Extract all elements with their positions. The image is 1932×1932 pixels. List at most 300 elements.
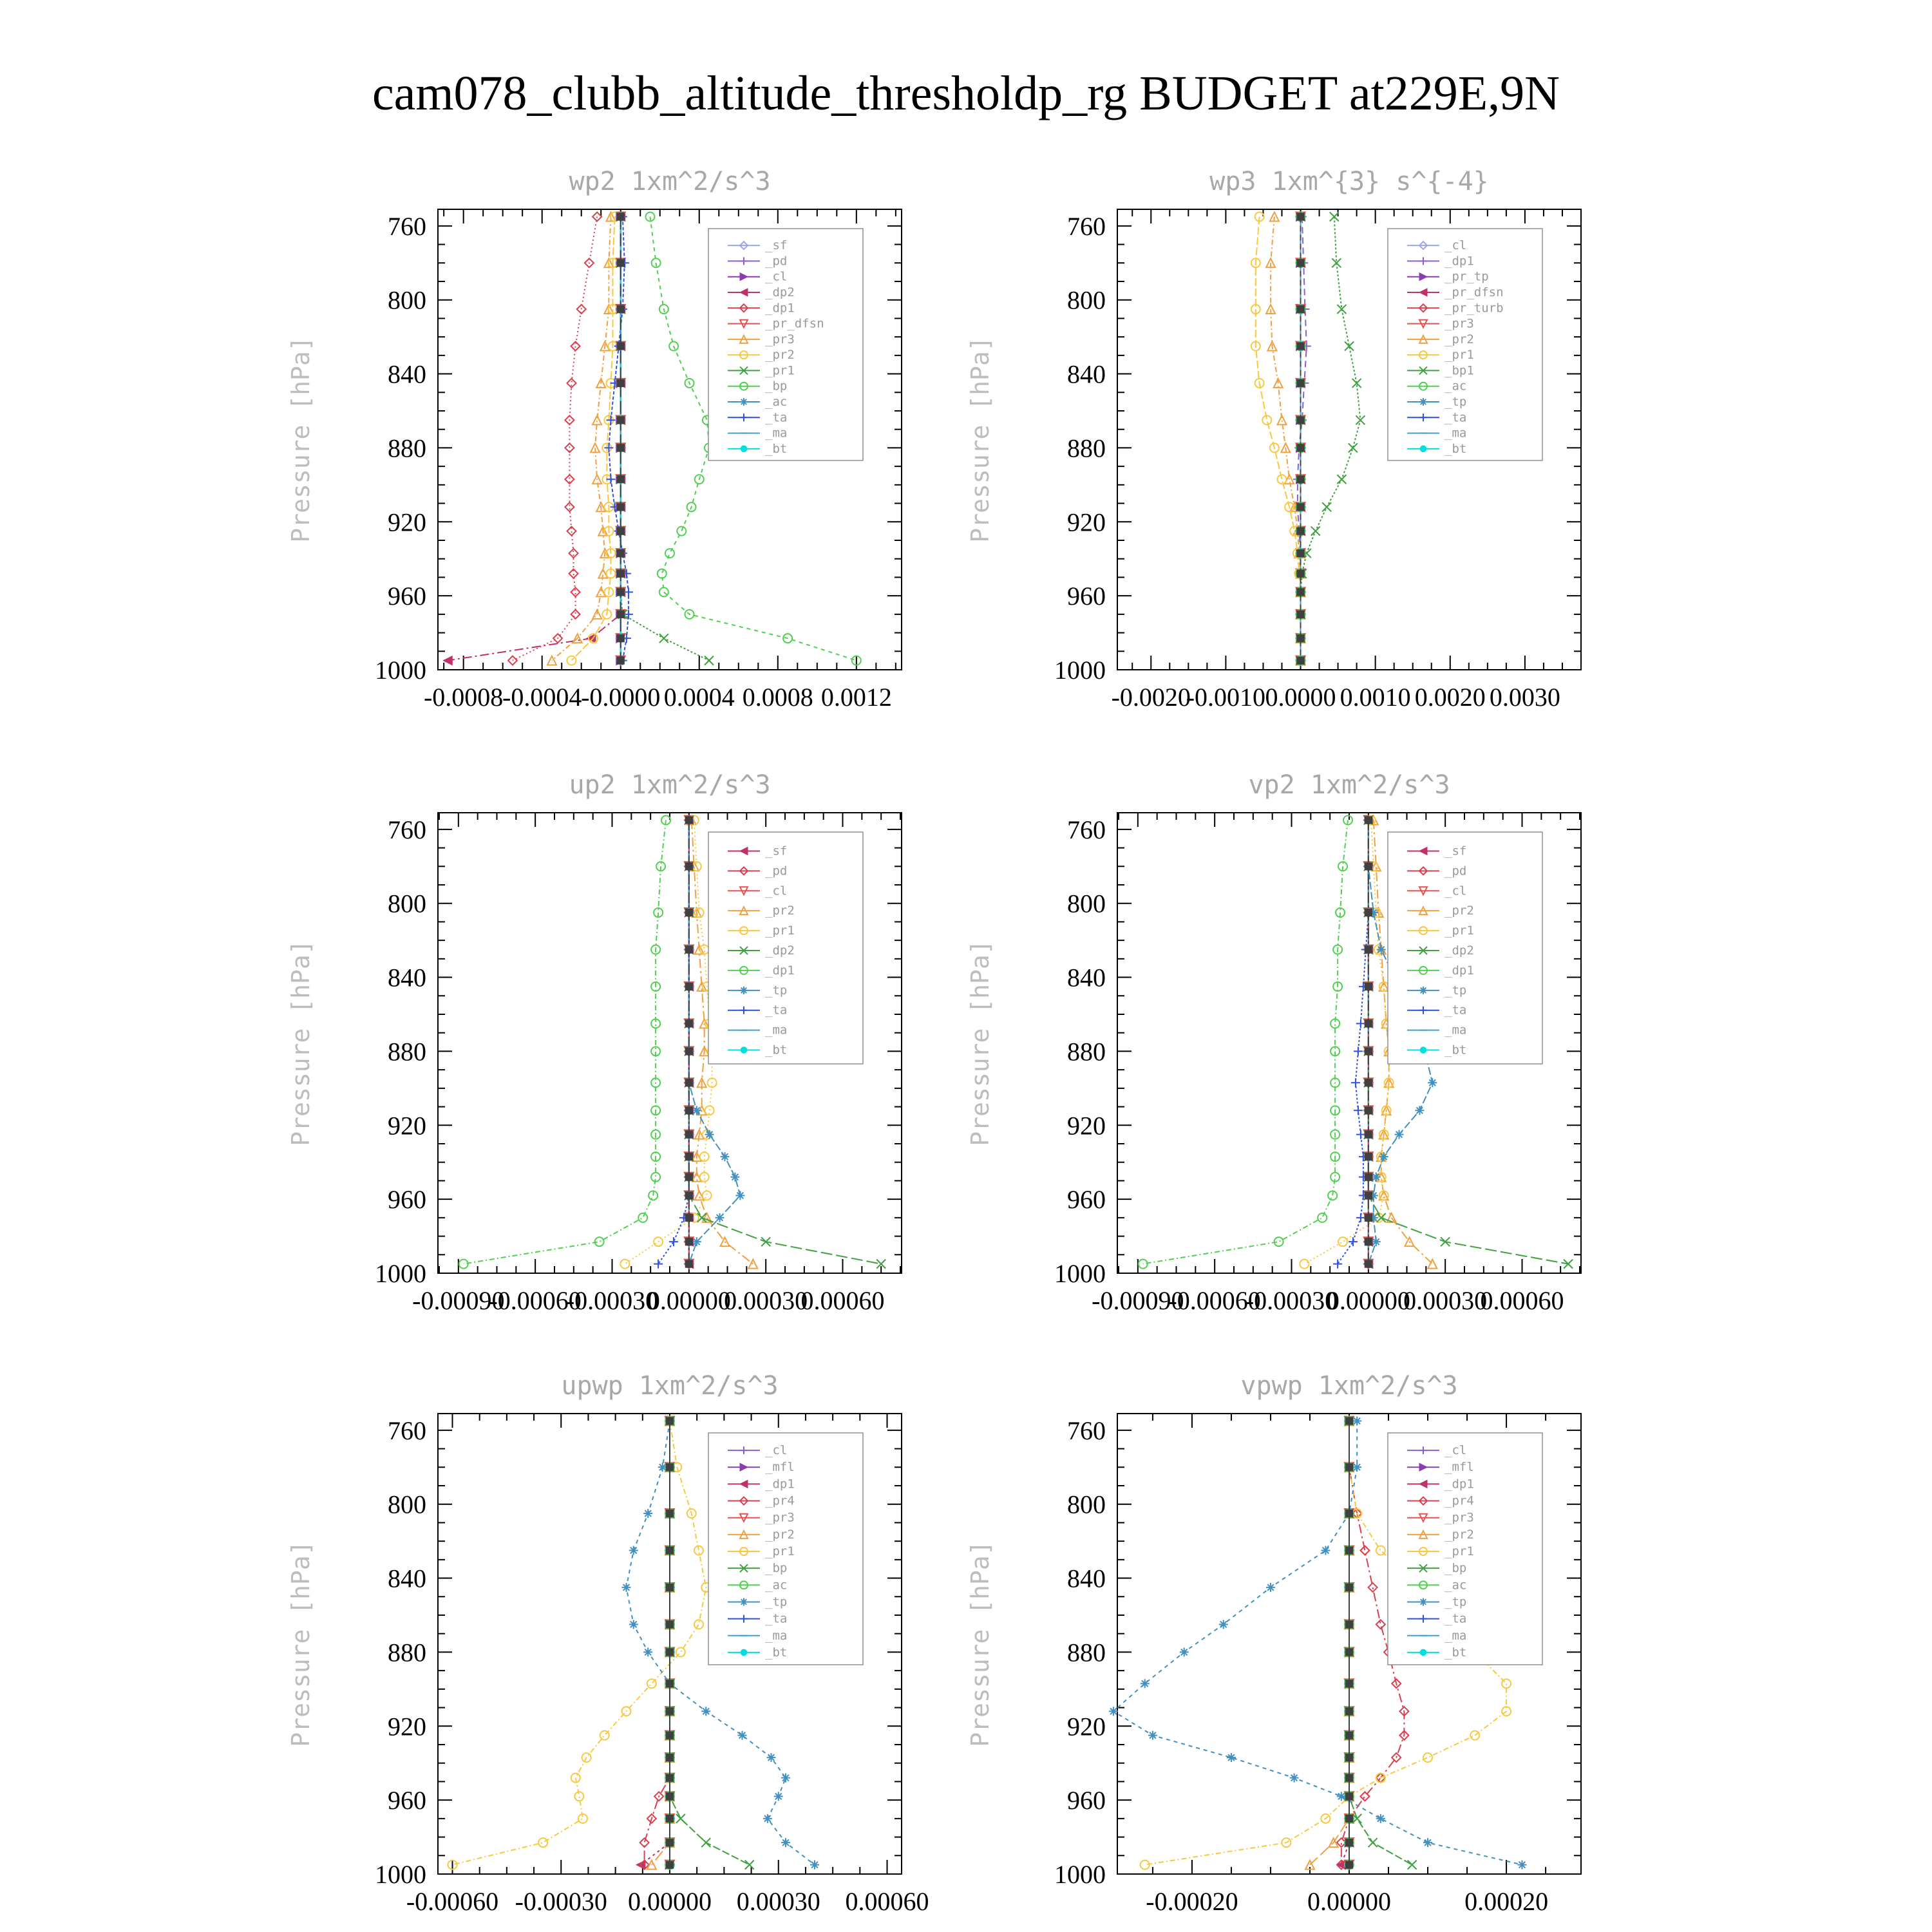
legend-label: _ma — [765, 426, 788, 440]
series-point — [1502, 1679, 1511, 1688]
legend-label: _bp — [765, 379, 788, 393]
series-point — [685, 1107, 692, 1114]
chart-panel-4 — [966, 770, 1581, 1315]
legend-label: _pr3 — [765, 332, 795, 346]
series-point — [692, 1106, 701, 1115]
series-point — [1365, 1260, 1372, 1267]
y-tick-label: 920 — [388, 507, 426, 537]
y-tick-label: 800 — [1067, 1490, 1106, 1519]
series-point — [1345, 1708, 1352, 1715]
series-point — [600, 1731, 609, 1740]
series-point — [1219, 1620, 1228, 1629]
series-point — [1365, 1238, 1372, 1245]
x-tick-label: -0.0008 — [423, 683, 504, 712]
series-point — [685, 1260, 692, 1267]
series-point — [617, 305, 624, 312]
x-tick-label: -0.00030 — [1245, 1286, 1338, 1315]
y-axis-label: Pressure [hPa] — [287, 1540, 315, 1747]
series-point — [701, 1838, 710, 1847]
series-point — [1345, 1417, 1352, 1425]
legend-label: _bp — [765, 1561, 788, 1576]
legend-marker — [1419, 987, 1427, 994]
series-point — [685, 909, 692, 916]
x-tick-label: -0.00030 — [565, 1286, 659, 1315]
series-point — [1365, 983, 1372, 990]
series-point — [685, 1214, 692, 1221]
series-point — [685, 863, 692, 870]
series-point — [569, 549, 578, 558]
series-point — [666, 1547, 673, 1554]
y-tick-label: 880 — [388, 1037, 426, 1066]
series-point — [1365, 1153, 1372, 1160]
series-point — [1322, 502, 1331, 511]
y-tick-label: 840 — [388, 359, 426, 389]
series-point — [685, 1192, 692, 1199]
series-point — [1338, 1237, 1347, 1246]
series-point — [1311, 527, 1320, 536]
series-point — [685, 1048, 692, 1055]
x-tick-label: 0.00030 — [736, 1887, 820, 1916]
series-point — [685, 1020, 692, 1027]
panel-title: upwp 1xm^2/s^3 — [561, 1371, 779, 1401]
y-tick-label: 840 — [1067, 963, 1106, 992]
series-point — [1337, 1792, 1346, 1801]
series-point — [638, 1213, 647, 1222]
y-axis-label: Pressure [hPa] — [966, 336, 994, 543]
series-point — [1365, 1173, 1372, 1180]
legend-label: _ma — [1444, 1023, 1467, 1037]
series-point — [1297, 305, 1304, 312]
legend-label: _pr4 — [765, 1493, 795, 1508]
chart-panel-2 — [966, 167, 1581, 712]
chart-panel-1 — [287, 167, 902, 712]
series-point — [666, 1621, 673, 1628]
legend-label: _bp — [1444, 1561, 1467, 1576]
series-point — [1354, 1106, 1363, 1115]
series-point — [666, 1861, 673, 1868]
series-line-ta — [658, 820, 689, 1264]
series-point — [617, 589, 624, 596]
series-point — [715, 1213, 724, 1222]
panel-title: wp3 1xm^{3} s^{-4} — [1209, 167, 1489, 196]
x-tick-label: 0.0004 — [663, 683, 735, 712]
series-point — [1376, 1546, 1385, 1555]
series-point — [1376, 1620, 1385, 1629]
y-tick-label: 960 — [388, 1185, 426, 1215]
figure-title: cam078_clubb_altitude_thresholdp_rg BUDGET at229E,9N — [372, 66, 1560, 120]
x-tick-label: -0.00020 — [1146, 1887, 1238, 1916]
series-point — [592, 610, 601, 619]
legend-label: _ac — [765, 395, 788, 409]
legend-label: _pr3 — [1444, 1510, 1474, 1525]
x-tick-label: 0.0000 — [1265, 683, 1336, 712]
series-point — [748, 1260, 757, 1269]
series-point — [666, 1815, 673, 1822]
y-tick-label: 960 — [1067, 1185, 1106, 1215]
series-point — [1368, 1838, 1378, 1847]
legend-label: _pr_tp — [1444, 269, 1489, 284]
legend-label: _bt — [1444, 1645, 1467, 1660]
series-point — [643, 1647, 652, 1656]
legend-label: _sf — [765, 238, 788, 253]
series-point — [705, 656, 714, 665]
series-point — [617, 476, 624, 483]
legend-label: _dp1 — [765, 301, 795, 316]
panel-title: vpwp 1xm^2/s^3 — [1240, 1371, 1458, 1401]
legend-label: _pr2 — [1444, 332, 1474, 346]
legend-marker — [1419, 1598, 1427, 1605]
series-point — [659, 587, 668, 596]
series-point — [685, 1173, 692, 1180]
series-point — [666, 1649, 673, 1656]
legend-label: _mfl — [1444, 1460, 1474, 1475]
series-point — [666, 1464, 673, 1471]
series-point — [666, 1510, 673, 1517]
legend-label: _ta — [765, 410, 788, 425]
x-tick-label: 0.0008 — [742, 683, 813, 712]
legend — [708, 832, 863, 1064]
legend-marker — [740, 398, 748, 406]
series-point — [643, 1509, 652, 1518]
legend-label: _bt — [765, 1043, 788, 1057]
legend-label: _ac — [1444, 1578, 1467, 1593]
legend-label: _pr2 — [765, 904, 795, 918]
y-tick-label: 760 — [1067, 211, 1106, 241]
series-point — [701, 1707, 710, 1716]
series-point — [617, 657, 624, 664]
series-point — [1297, 635, 1304, 642]
series-point — [617, 527, 624, 535]
legend-label: _pr_dfsn — [765, 316, 824, 331]
series-point — [666, 1839, 673, 1846]
series-point — [604, 443, 613, 452]
series-point — [567, 656, 576, 665]
series-point — [1141, 1679, 1150, 1688]
series-line-pr1 — [621, 217, 709, 661]
series-point — [658, 569, 667, 578]
legend-label: _tp — [765, 1595, 788, 1609]
series-point — [666, 1708, 673, 1715]
legend-marker — [740, 1598, 748, 1605]
series-point — [622, 1583, 631, 1592]
legend-label: _pr2 — [765, 348, 795, 363]
series-point — [685, 1153, 692, 1160]
series-point — [1345, 1547, 1352, 1554]
y-tick-label: 1000 — [375, 1259, 426, 1288]
series-point — [665, 549, 674, 558]
legend-label: _pd — [765, 864, 788, 878]
series-group — [1251, 212, 1365, 665]
legend-marker — [741, 1047, 747, 1054]
series-point — [767, 1753, 776, 1762]
legend-label: _pr1 — [1444, 348, 1474, 363]
series-point — [1345, 1584, 1352, 1591]
series-point — [1227, 1753, 1236, 1762]
series-point — [1297, 504, 1304, 511]
series-point — [617, 343, 624, 350]
series-point — [1345, 1861, 1352, 1868]
series-point — [592, 415, 601, 424]
legend-label: _ta — [1444, 1003, 1467, 1018]
series-line-dp2 — [448, 217, 620, 661]
legend-label: _pr1 — [765, 1544, 795, 1558]
y-tick-label: 960 — [388, 582, 426, 611]
series-point — [1372, 1237, 1381, 1246]
legend-label: _bt — [1444, 1043, 1467, 1057]
y-tick-label: 1000 — [375, 656, 426, 685]
series-point — [1395, 1130, 1404, 1139]
y-tick-label: 920 — [388, 1712, 426, 1741]
y-tick-label: 800 — [1067, 889, 1106, 918]
x-tick-label: 0.00060 — [1480, 1286, 1564, 1315]
panel-title: up2 1xm^2/s^3 — [569, 770, 771, 800]
series-point — [1345, 1732, 1352, 1739]
y-tick-label: 920 — [1067, 1712, 1106, 1741]
series-point — [1266, 1583, 1275, 1592]
legend-label: _sf — [1444, 844, 1467, 858]
series-point — [617, 549, 624, 556]
x-tick-label: 0.00060 — [845, 1887, 929, 1916]
legend-label: _pr4 — [1444, 1493, 1474, 1508]
legend-label: _dp2 — [765, 285, 795, 299]
series-point — [1423, 1753, 1432, 1762]
series-point — [1297, 444, 1304, 451]
series-point — [1365, 1192, 1372, 1199]
series-point — [666, 1793, 673, 1800]
series-point — [1321, 1546, 1330, 1555]
legend-label: _ta — [765, 1611, 788, 1626]
series-point — [666, 1754, 673, 1761]
series-point — [1365, 1214, 1372, 1221]
legend-label: _dp1 — [1444, 254, 1474, 269]
legend-label: _tp — [765, 983, 788, 998]
legend-label: _ma — [1444, 1628, 1467, 1643]
legend-label: _cl — [765, 884, 788, 898]
legend-label: _pr3 — [1444, 316, 1474, 331]
y-tick-label: 880 — [1067, 1037, 1106, 1066]
series-line-bp1 — [1301, 217, 1361, 661]
legend-label: _dp2 — [765, 943, 795, 958]
series-point — [685, 1238, 692, 1245]
series-point — [781, 1838, 790, 1847]
series-point — [1365, 909, 1372, 916]
chart-panel-3 — [287, 770, 902, 1315]
y-tick-label: 760 — [388, 211, 426, 241]
series-point — [1365, 1079, 1372, 1086]
series-point — [1345, 1839, 1352, 1846]
chart-panel-6 — [966, 1371, 1581, 1916]
legend-marker — [741, 1649, 747, 1656]
y-tick-label: 880 — [388, 1638, 426, 1667]
y-tick-label: 1000 — [1054, 1860, 1106, 1889]
legend-label: _ac — [1444, 379, 1467, 393]
legend-label: _cl — [1444, 238, 1467, 253]
series-point — [1297, 527, 1304, 535]
y-tick-label: 880 — [1067, 1638, 1106, 1667]
series-point — [1423, 1838, 1432, 1847]
legend-label: _ma — [765, 1023, 788, 1037]
y-tick-label: 800 — [388, 889, 426, 918]
legend-label: _ma — [1444, 426, 1467, 440]
series-point — [629, 1620, 638, 1629]
legend-label: _pr_dfsn — [1444, 285, 1504, 299]
series-point — [1365, 817, 1372, 824]
series-line-pr1 — [625, 820, 712, 1264]
x-tick-label: -0.0020 — [1111, 683, 1191, 712]
series-point — [721, 1152, 730, 1161]
series-point — [1297, 549, 1304, 556]
series-point — [567, 379, 576, 388]
series-point — [571, 587, 580, 596]
series-point — [1148, 1731, 1157, 1740]
series-point — [1345, 1815, 1352, 1822]
series-point — [1277, 415, 1286, 424]
legend-label: _cl — [765, 1443, 788, 1458]
x-tick-label: -0.0004 — [502, 683, 582, 712]
series-point — [1365, 863, 1372, 870]
legend-label: _ta — [1444, 1611, 1467, 1626]
legend-marker — [1420, 1649, 1426, 1656]
series-point — [1377, 945, 1386, 954]
legend-label: _cl — [1444, 884, 1467, 898]
series-point — [1297, 260, 1304, 267]
series-point — [1109, 1707, 1118, 1716]
legend-label: _tp — [1444, 1595, 1467, 1609]
legend-label: _pd — [1444, 864, 1467, 878]
series-point — [606, 475, 615, 484]
series-point — [810, 1861, 819, 1870]
series-point — [676, 1647, 685, 1656]
legend-label: _dp1 — [1444, 1477, 1474, 1492]
legend-label: _bp1 — [1444, 363, 1474, 378]
x-tick-label: 0.00000 — [647, 1286, 731, 1315]
series-point — [1345, 1680, 1352, 1687]
series-point — [629, 1546, 638, 1555]
series-point — [1354, 1046, 1363, 1056]
legend-label: _pr1 — [1444, 923, 1474, 938]
x-tick-label: 0.00060 — [800, 1286, 885, 1315]
series-point — [443, 656, 452, 665]
x-tick-label: 0.00020 — [1464, 1887, 1549, 1916]
series-point — [1297, 343, 1304, 350]
x-tick-label: 0.00030 — [724, 1286, 808, 1315]
y-tick-label: 800 — [388, 1490, 426, 1519]
legend-label: _pr1 — [765, 363, 795, 378]
legend-label: _pr1 — [1444, 1544, 1474, 1558]
x-tick-label: 0.0012 — [820, 683, 892, 712]
y-tick-label: 1000 — [1054, 656, 1106, 685]
legend-label: _dp2 — [1444, 943, 1474, 958]
y-axis-label: Pressure [hPa] — [966, 940, 994, 1146]
series-line-pr1 — [1256, 217, 1301, 661]
series-point — [1345, 1464, 1352, 1471]
series-point — [620, 1260, 629, 1269]
series-point — [1318, 1213, 1327, 1222]
series-point — [1360, 1546, 1369, 1555]
panel-title: wp2 1xm^2/s^3 — [569, 167, 771, 196]
y-tick-label: 840 — [1067, 359, 1106, 389]
series-point — [1300, 1260, 1309, 1269]
series-point — [565, 502, 574, 511]
x-tick-label: 0.00030 — [1403, 1286, 1488, 1315]
series-point — [1345, 1621, 1352, 1628]
legend-label: _pr_turb — [1444, 301, 1504, 316]
y-tick-label: 960 — [388, 1786, 426, 1815]
series-point — [1365, 1131, 1372, 1138]
x-tick-label: -0.00060 — [1168, 1286, 1261, 1315]
legend-marker — [1419, 398, 1427, 406]
series-point — [676, 1814, 685, 1823]
legend-label: _ta — [765, 1003, 788, 1018]
legend-label: _cl — [765, 269, 788, 284]
legend — [1388, 229, 1542, 460]
series-point — [666, 1417, 673, 1425]
series-point — [1349, 443, 1358, 452]
series-point — [705, 1130, 714, 1139]
legend-label: _bt — [1444, 441, 1467, 456]
legend-label: _bt — [765, 1645, 788, 1660]
x-tick-label: 0.0030 — [1489, 683, 1560, 712]
y-tick-label: 840 — [388, 1564, 426, 1593]
series-point — [1345, 341, 1354, 350]
y-tick-label: 760 — [388, 815, 426, 844]
series-point — [617, 444, 624, 451]
y-tick-label: 840 — [1067, 1564, 1106, 1593]
legend-label: _bt — [765, 441, 788, 456]
series-point — [1365, 1048, 1372, 1055]
series-point — [617, 611, 624, 618]
legend-marker — [740, 987, 748, 994]
series-point — [1297, 570, 1304, 577]
series-point — [685, 1079, 692, 1086]
legend-label: _dp1 — [765, 1477, 795, 1492]
legend — [1388, 832, 1542, 1064]
panels-container — [287, 167, 1581, 1916]
series-point — [617, 260, 624, 267]
y-tick-label: 920 — [1067, 507, 1106, 537]
series-point — [666, 1680, 673, 1687]
panel-title: vp2 1xm^2/s^3 — [1248, 770, 1450, 800]
series-point — [1470, 1731, 1479, 1740]
series-point — [1365, 1107, 1372, 1114]
x-tick-label: -0.00090 — [1092, 1286, 1184, 1315]
series-point — [1517, 1861, 1526, 1870]
y-tick-label: 760 — [1067, 815, 1106, 844]
series-point — [1345, 1649, 1352, 1656]
series-point — [774, 1792, 783, 1801]
legend-label: _ac — [765, 1578, 788, 1593]
series-point — [669, 1237, 678, 1246]
series-point — [703, 1191, 712, 1200]
legend-label: _sf — [765, 844, 788, 858]
series-point — [654, 1260, 663, 1269]
legend-label: _tp — [1444, 395, 1467, 409]
y-axis-label: Pressure [hPa] — [287, 940, 315, 1146]
x-tick-label: -0.0010 — [1186, 683, 1266, 712]
y-tick-label: 760 — [1067, 1416, 1106, 1445]
legend-label: _mfl — [765, 1460, 795, 1475]
series-point — [592, 212, 601, 221]
series-point — [617, 504, 624, 511]
series-point — [1297, 417, 1304, 424]
y-tick-label: 800 — [1067, 285, 1106, 315]
legend — [708, 1433, 863, 1665]
series-line-dp1 — [464, 820, 666, 1264]
series-point — [1297, 589, 1304, 596]
legend — [708, 229, 863, 460]
y-tick-label: 840 — [388, 963, 426, 992]
series-point — [730, 1173, 739, 1182]
